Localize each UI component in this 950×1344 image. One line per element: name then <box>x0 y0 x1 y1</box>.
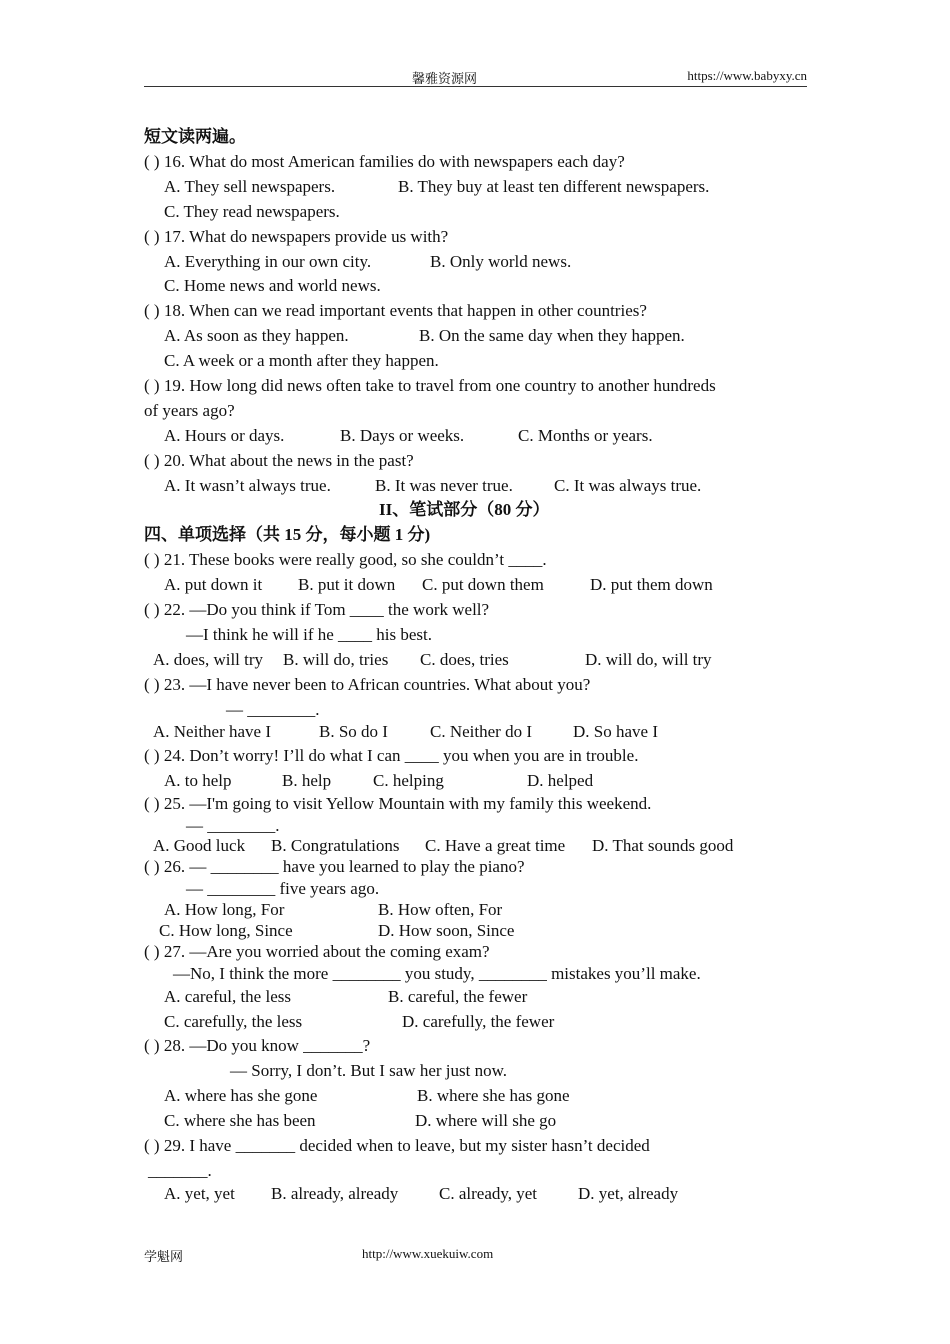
text-line: B. How often, For <box>378 900 503 919</box>
text-line: B. Congratulations <box>271 836 400 855</box>
text-line: D. where will she go <box>415 1111 557 1130</box>
text-line: ( ) 23. —I have never been to African countries. What about you? <box>144 675 591 694</box>
text-line: D. will do, will try <box>585 650 712 669</box>
text-line: ( ) 21. These books were really good, so she couldn’t ____. <box>144 550 547 569</box>
text-line: ( ) 24. Don’t worry! I’ll do what I can ____ you when you are in trouble. <box>144 746 639 765</box>
text-line: B. careful, the fewer <box>388 987 528 1006</box>
text-line: ( ) 18. When can we read important events that happen in other countries? <box>144 301 647 320</box>
text-line: C. does, tries <box>420 650 509 669</box>
text-line: B. put it down <box>298 575 396 594</box>
text-line: C. Months or years. <box>518 426 653 445</box>
text-line: ( ) 22. —Do you think if Tom ____ the work well? <box>144 600 490 619</box>
text-line: C. helping <box>373 771 444 790</box>
text-line: D. helped <box>527 771 594 790</box>
text-line: — ________. <box>226 700 320 719</box>
text-line: D. carefully, the fewer <box>402 1012 555 1031</box>
text-line: ( ) 19. How long did news often take to travel from one country to another hundreds <box>144 376 716 395</box>
text-line: C. How long, Since <box>159 921 293 940</box>
text-line: —I think he will if he ____ his best. <box>186 625 433 644</box>
text-line: A. They sell newspapers. <box>164 177 336 196</box>
text-line: B. will do, tries <box>283 650 389 669</box>
text-line: C. Have a great time <box>425 836 566 855</box>
text-line: B. help <box>282 771 332 790</box>
text-line: D. yet, already <box>578 1184 679 1203</box>
text-line: D. That sounds good <box>592 836 734 855</box>
text-line: A. yet, yet <box>164 1184 235 1203</box>
text-line: C. already, yet <box>439 1184 538 1203</box>
text-line: — ________ five years ago. <box>186 879 380 898</box>
text-line: A. Hours or days. <box>164 426 285 445</box>
text-line: C. They read newspapers. <box>164 202 340 221</box>
text-line: A. where has she gone <box>164 1086 318 1105</box>
text-line: B. Days or weeks. <box>340 426 465 445</box>
text-line: C. carefully, the less <box>164 1012 303 1031</box>
text-line: A. Everything in our own city. <box>164 252 372 271</box>
text-line: — Sorry, I don’t. But I saw her just now. <box>230 1061 508 1080</box>
text-line: C. It was always true. <box>554 476 702 495</box>
text-line: A. How long, For <box>164 900 285 919</box>
footer-site-url[interactable]: http://www.xuekuiw.com <box>362 1246 494 1261</box>
text-line: B. where she has gone <box>417 1086 570 1105</box>
text-line: B. already, already <box>271 1184 399 1203</box>
text-line: A. to help <box>164 771 232 790</box>
text-line: — ________. <box>186 816 280 835</box>
text-line: ( ) 16. What do most American families do with newspapers each day? <box>144 152 625 171</box>
text-line: A. It wasn’t always true. <box>164 476 331 495</box>
text-line: A. Neither have I <box>153 722 272 741</box>
text-line: A. As soon as they happen. <box>164 326 349 345</box>
text-line: D. So have I <box>573 722 658 741</box>
text-line: ( ) 17. What do newspapers provide us with? <box>144 227 449 246</box>
text-line: A. Good luck <box>153 836 246 855</box>
text-line: C. Home news and world news. <box>164 276 381 295</box>
text-line: ( ) 29. I have _______ decided when to leave, but my sister hasn’t decided <box>144 1136 650 1155</box>
text-line: ( ) 25. —I'm going to visit Yellow Mountain with my family this weekend. <box>144 794 652 813</box>
page-header <box>144 64 807 87</box>
text-line: B. They buy at least ten different newspapers. <box>398 177 710 196</box>
text-line: B. It was never true. <box>375 476 513 495</box>
text-line: 四、单项选择（共 15 分，每小题 1 分) <box>144 525 431 544</box>
footer-site-name: 学魁网 <box>144 1249 184 1264</box>
text-line: II、笔试部分（80 分） <box>379 500 550 519</box>
text-line: ( ) 20. What about the news in the past? <box>144 451 414 470</box>
text-line: C. put down them <box>422 575 544 594</box>
text-line: B. So do I <box>319 722 388 741</box>
text-line: ( ) 26. — ________ have you learned to play the piano? <box>144 857 525 876</box>
text-line: _______. <box>148 1161 212 1180</box>
text-line: A. put down it <box>164 575 263 594</box>
text-line: —No, I think the more ________ you study, ________ mistakes you’ll make. <box>173 964 701 983</box>
text-line: ( ) 28. —Do you know _______? <box>144 1036 371 1055</box>
header-site-url[interactable]: https://www.babyxy.cn <box>687 68 807 83</box>
text-line: C. Neither do I <box>430 722 532 741</box>
text-line: C. where she has been <box>164 1111 316 1130</box>
text-line: B. Only world news. <box>430 252 572 271</box>
text-line: A. does, will try <box>153 650 264 669</box>
text-line: B. On the same day when they happen. <box>419 326 685 345</box>
text-line: of years ago? <box>144 401 235 420</box>
text-line: A. careful, the less <box>164 987 291 1006</box>
text-line: D. How soon, Since <box>378 921 515 940</box>
text-line: 短文读两遍。 <box>144 127 246 146</box>
text-line: ( ) 27. —Are you worried about the coming exam? <box>144 942 490 961</box>
header-site-name: 馨雅资源网 <box>412 71 478 86</box>
text-line: C. A week or a month after they happen. <box>164 351 439 370</box>
text-line: D. put them down <box>590 575 713 594</box>
